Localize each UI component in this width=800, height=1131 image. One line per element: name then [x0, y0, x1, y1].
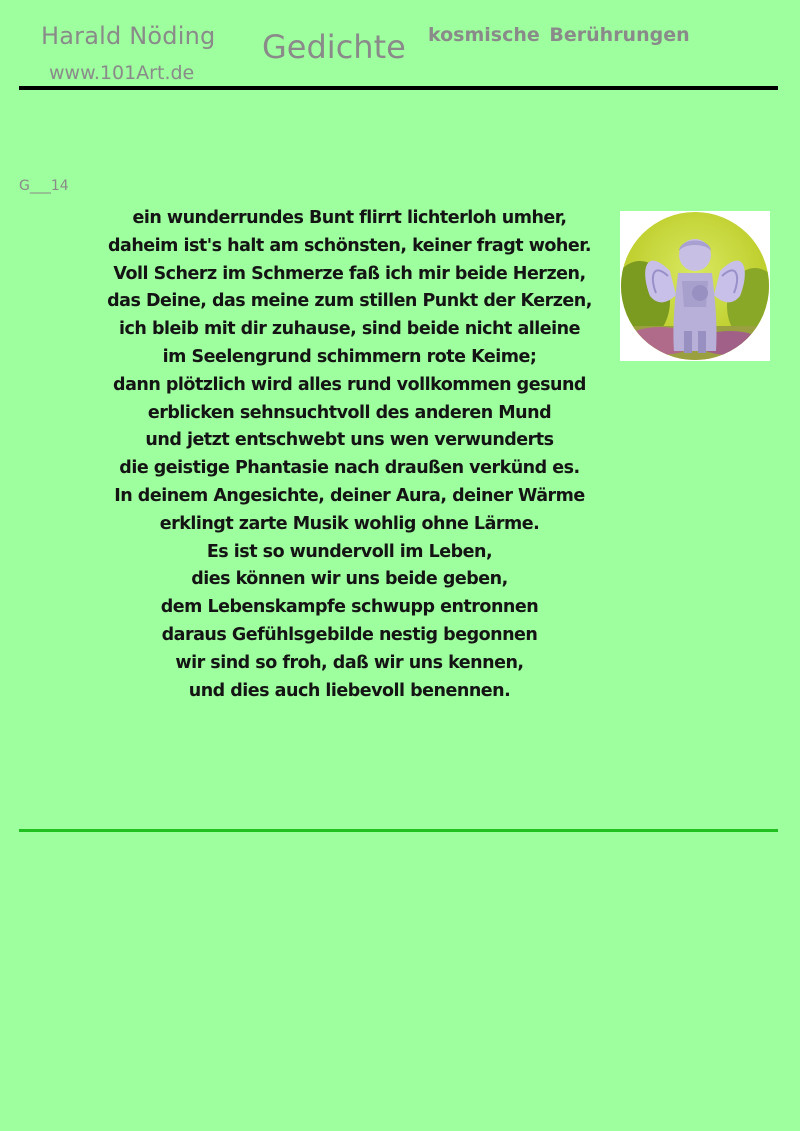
- author-name: Harald Nöding: [41, 22, 216, 50]
- angel-statue-image: [620, 211, 770, 361]
- poem-line: die geistige Phantasie nach draußen verkünd es.: [119, 458, 580, 479]
- header-divider: [19, 86, 778, 90]
- poem-code: G___14: [19, 178, 69, 194]
- poem-line: und dies auch liebevoll benennen.: [188, 680, 511, 701]
- poem-text: [86, 205, 613, 705]
- poem-line: und jetzt entschwebt uns wen verwunderts: [145, 430, 554, 451]
- poem-line: In deinem Angesichte, deiner Aura, deiner Wärme: [114, 485, 585, 506]
- poem-line: Voll Scherz im Schmerze faß ich mir beide Herzen,: [113, 263, 586, 284]
- poem-line: dies können wir uns beide geben,: [191, 569, 508, 590]
- poem-line: im Seelengrund schimmern rote Keime;: [162, 346, 537, 367]
- poem-line: erklingt zarte Musik wohlig ohne Lärme.: [159, 513, 540, 534]
- section-title: Gedichte: [262, 28, 406, 66]
- poem-line: daraus Gefühlsgebilde nestig begonnen: [161, 624, 538, 645]
- poem-line: erblicken sehnsuchtvoll des anderen Mund: [147, 402, 552, 423]
- website-link[interactable]: www.101Art.de: [49, 62, 195, 84]
- poem-line: Es ist so wundervoll im Leben,: [206, 541, 493, 562]
- poem-line: dem Lebenskampfe schwupp entronnen: [160, 597, 539, 618]
- poem-line: ein wunderrundes Bunt flirrt lichterloh umher,: [132, 208, 567, 228]
- poem-line: wir sind so froh, daß wir uns kennen,: [175, 652, 524, 673]
- poem-line: dann plötzlich wird alles rund vollkommen gesund: [113, 374, 586, 395]
- footer-divider: [19, 829, 778, 832]
- poem-line: daheim ist's halt am schönsten, keiner fragt woher.: [108, 235, 591, 256]
- poem-line: das Deine, das meine zum stillen Punkt der Kerzen,: [107, 291, 592, 312]
- poem-line: ich bleib mit dir zuhause, sind beide nicht alleine: [119, 319, 580, 340]
- collection-subtitle: kosmische Berührungen: [428, 24, 690, 46]
